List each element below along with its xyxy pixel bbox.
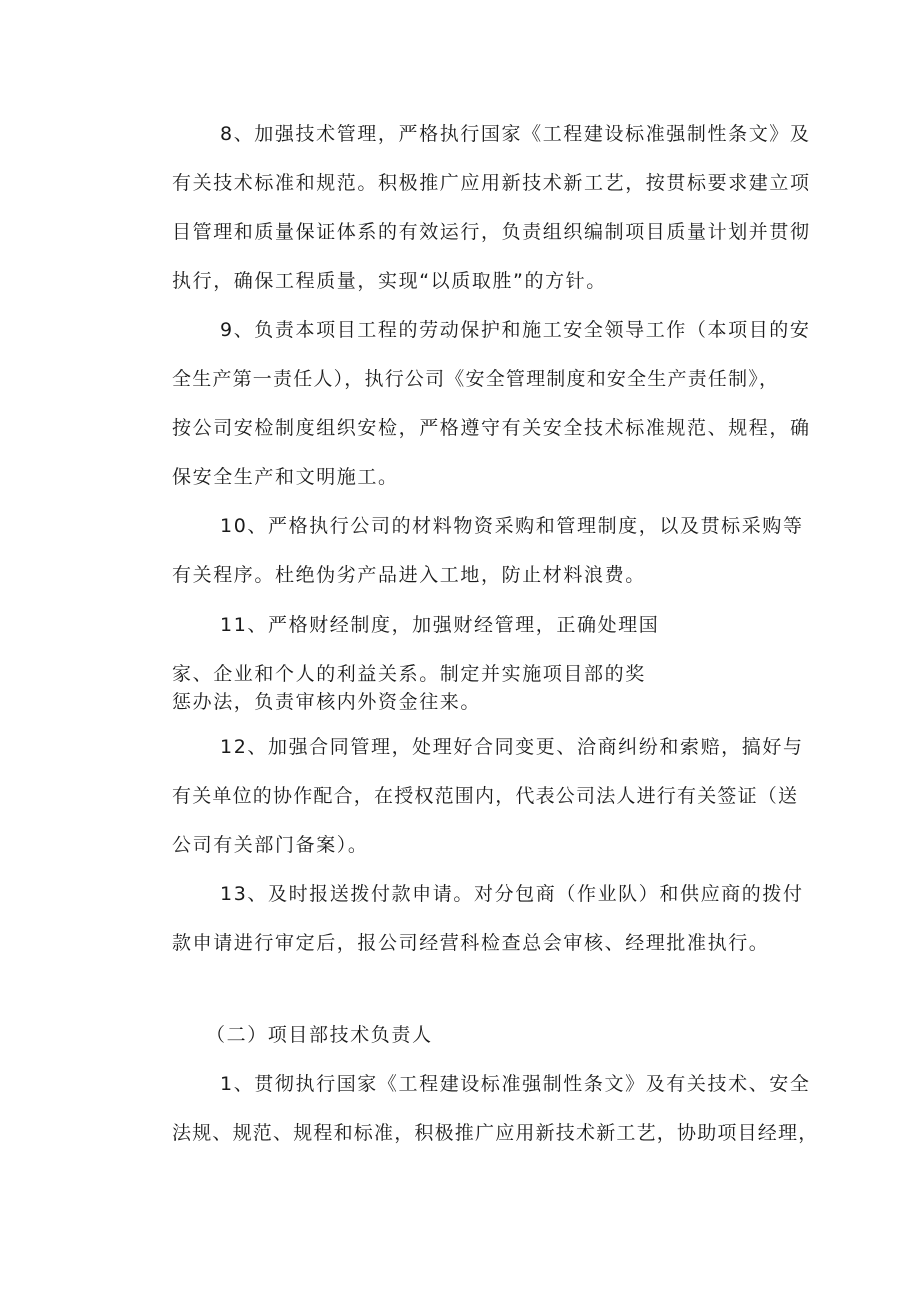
section-paragraph-1-line-1: 1、贯彻执行国家《工程建设标准强制性条文》及有关技术、安全 [220,1073,811,1095]
section-heading: （二）项目部技术负责人 [206,1024,433,1046]
paragraph-12-line-3: 公司有关部门备案）。 [172,834,369,856]
paragraph-11-line-1: 11、严格财经制度，加强财经管理，正确处理国 [220,614,660,636]
paragraph-13-line-1: 13、及时报送拨付款申请。对分包商（作业队）和供应商的拨付 [220,883,804,905]
paragraph-9-line-1: 9、负责本项目工程的劳动保护和施工安全领导工作（本项目的安 [220,319,811,341]
paragraph-12-line-2: 有关单位的协作配合，在授权范围内，代表公司法人进行有关签证（送 [172,785,799,807]
paragraph-8-line-3: 目管理和质量保证体系的有效运行，负责组织编制项目质量计划并贯彻 [172,221,811,243]
paragraph-8-line-1: 8、加强技术管理，严格执行国家《工程建设标准强制性条文》及 [220,123,811,145]
paragraph-8-line-2: 有关技术标准和规范。积极推广应用新技术新工艺，按贯标要求建立项 [172,172,811,194]
section-paragraph-1-line-2: 法规、规范、规程和标准，积极推广应用新技术新工艺，协助项目经理， [172,1122,819,1144]
paragraph-9-line-2: 全生产第一责任人），执行公司《安全管理制度和安全生产责任制》， [172,368,780,390]
paragraph-12-line-1: 12、加强合同管理，处理好合同变更、洽商纠纷和索赔，搞好与 [220,736,804,758]
paragraph-11-line-3: 惩办法，负责审核内外资金往来。 [172,691,482,713]
paragraph-10-line-1: 10、严格执行公司的材料物资采购和管理制度，以及贯标采购等 [220,515,804,537]
paragraph-13-line-2: 款申请进行审定后，报公司经营科检查总会审核、经理批准执行。 [172,932,770,954]
paragraph-10-line-2: 有关程序。杜绝伪劣产品进入工地，防止材料浪费。 [172,564,646,586]
paragraph-9-line-4: 保安全生产和文明施工。 [172,466,399,488]
paragraph-8-line-4: 执行，确保工程质量，实现“以质取胜”的方针。 [172,270,607,292]
paragraph-11-line-2: 家、企业和个人的利益关系。制定并实施项目部的奖 [172,663,646,685]
paragraph-9-line-3: 按公司安检制度组织安检，严格遵守有关安全技术标准规范、规程，确 [172,417,811,439]
